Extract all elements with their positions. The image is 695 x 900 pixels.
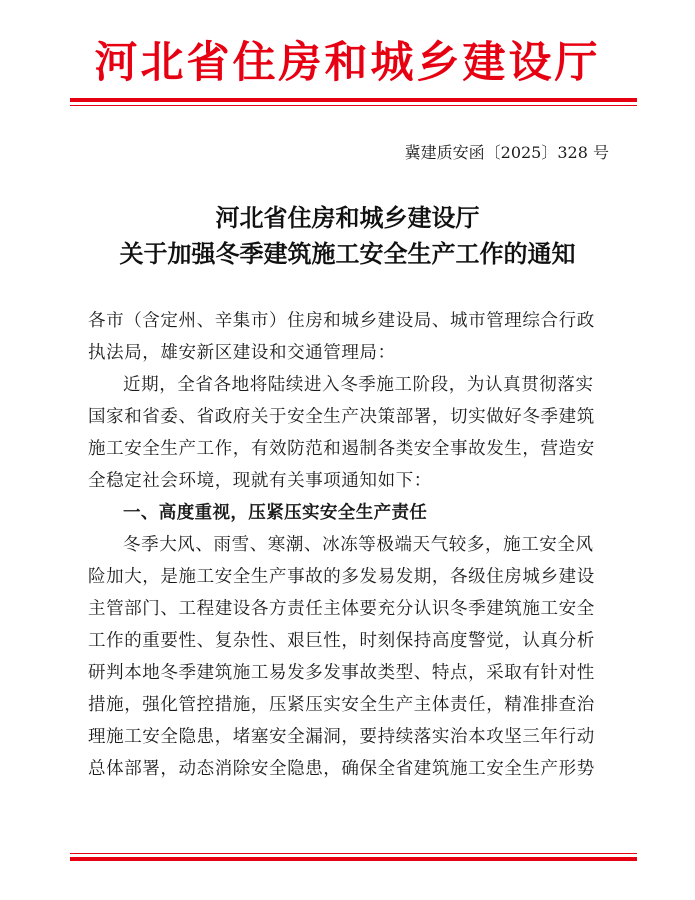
footer-thin-rule [70,853,637,854]
document-number: 冀建质安函〔2025〕328 号 [404,143,609,162]
body-line: 理施工安全隐患，堵塞安全漏洞，要持续落实治本攻坚三年行动 [88,727,595,747]
body-line: 近期，全省各地将陆续进入冬季施工阶段，为认真贯彻落实 [123,375,594,395]
header-thick-rule [70,98,637,102]
body-line: 主管部门、工程建设各方责任主体要充分认识冬季建筑施工安全 [88,599,595,619]
footer-thick-rule [70,857,637,861]
body-line: 国家和省委、省政府关于安全生产决策部署，切实做好冬季建筑 [88,407,595,427]
body-line: 施工安全生产工作，有效防范和遏制各类安全事故发生，营造安 [88,439,595,459]
section-heading: 一、高度重视，压紧压实安全生产责任 [123,503,428,523]
body-line: 执法局，雄安新区建设和交通管理局： [88,343,396,363]
header-thin-rule [70,105,637,106]
body-line: 全稳定社会环境，现就有关事项通知如下： [88,471,432,491]
body-line: 冬季大风、雨雪、寒潮、冰冻等极端天气较多，施工安全风 [123,535,594,555]
body-line: 措施，强化管控措施，压紧压实安全生产主体责任，精准排查治 [88,695,595,715]
document-body [88,305,616,785]
body-line: 工作的重要性、复杂性、艰巨性，时刻保持高度警觉，认真分析 [88,631,595,651]
body-line: 总体部署，动态消除安全隐患，确保全省建筑施工安全生产形势 [88,759,595,779]
body-line: 险加大，是施工安全生产事故的多发易发期，各级住房城乡建设 [88,567,595,587]
body-line: 各市（含定州、辛集市）住房和城乡建设局、城市管理综合行政 [88,311,595,331]
body-line: 研判本地冬季建筑施工易发多发事故类型、特点，采取有针对性 [88,663,595,683]
document-title-line1: 河北省住房和城乡建设厅 [215,203,480,232]
agency-letterhead-title: 河北省住房和城乡建设厅 [94,38,601,88]
document-title-line2: 关于加强冬季建筑施工安全生产工作的通知 [119,239,576,268]
